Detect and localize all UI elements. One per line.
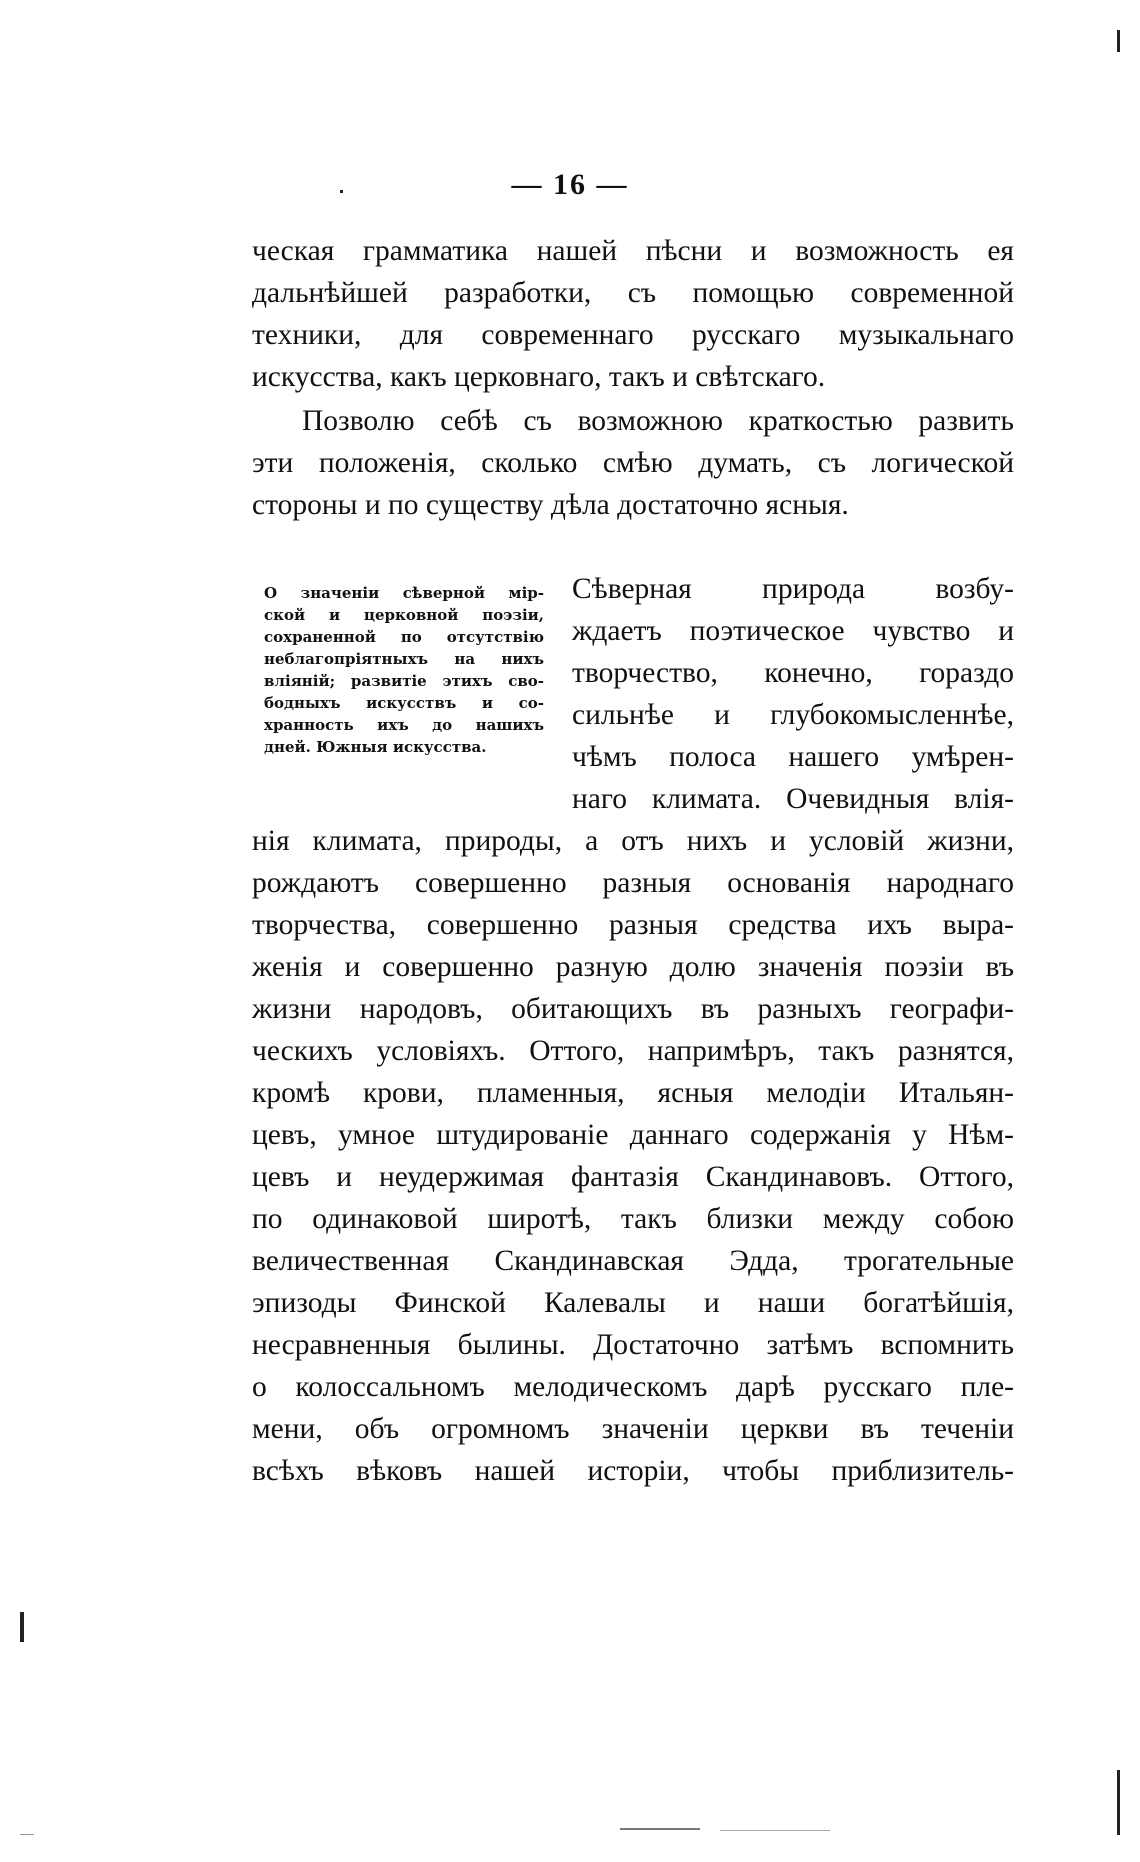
margin-note-line: сохраненной по отсутствію	[264, 628, 544, 646]
text-line: искусства, какъ церковнаго, такъ и свѣтскаго.	[252, 361, 826, 393]
text-line: всѣхъ вѣковъ нашей исторіи, чтобы приблизитель-	[252, 1455, 1014, 1487]
text-line: Позволю себѣ съ возможною краткостью развить	[302, 405, 1014, 437]
text-line: стороны и по существу дѣла достаточно ясныя.	[252, 489, 849, 521]
text-line: женія и совершенно разную долю значенія поэзіи въ	[252, 951, 1014, 983]
text-line: цевъ, умное штудированіе даннаго содержанія у Нѣм-	[252, 1119, 1014, 1151]
scan-edge-mark	[20, 1834, 34, 1835]
text-line: цевъ и неудержимая фантазія Скандинавовъ. Оттого,	[252, 1161, 1014, 1193]
scan-edge-mark	[1117, 1770, 1120, 1835]
scan-edge-mark	[20, 1612, 24, 1642]
scan-speck	[340, 190, 343, 193]
text-line: величественная Скандинавская Эдда, трогательные	[252, 1245, 1014, 1277]
text-line: о колоссальномъ мелодическомъ дарѣ русскаго пле-	[252, 1371, 1014, 1403]
margin-note-line: неблагопріятныхъ на нихъ	[264, 650, 544, 668]
margin-note-line: дней. Южныя искусства.	[264, 738, 487, 756]
text-line: несравненныя былины. Достаточно затѣмъ вспомнить	[252, 1329, 1014, 1361]
text-line: ческая грамматика нашей пѣсни и возможность ея	[252, 235, 1014, 267]
margin-note-line: ской и церковной поэзіи,	[264, 606, 544, 624]
text-line: мени, объ огромномъ значеніи церкви въ теченіи	[252, 1413, 1014, 1445]
text-line: нія климата, природы, а отъ нихъ и условій жизни,	[252, 825, 1014, 857]
text-line: сильнѣе и глубокомысленнѣе,	[572, 699, 1014, 731]
scan-edge-mark	[1117, 30, 1120, 52]
margin-note-line: бодныхъ искусствъ и со-	[264, 694, 544, 712]
text-line: чѣмъ полоса нашего умѣрен-	[572, 741, 1014, 773]
scan-edge-mark	[620, 1828, 700, 1830]
text-line: ждаетъ поэтическое чувство и	[572, 615, 1014, 647]
text-line: эпизоды Финской Калевалы и наши богатѣйшія,	[252, 1287, 1014, 1319]
text-line: по одинаковой широтѣ, такъ близки между собою	[252, 1203, 1014, 1235]
text-line: наго климата. Очевидныя влія-	[572, 783, 1014, 815]
text-line: творчество, конечно, гораздо	[572, 657, 1014, 689]
scan-edge-mark	[720, 1830, 830, 1831]
margin-note	[264, 582, 544, 758]
text-line: жизни народовъ, обитающихъ въ разныхъ географи-	[252, 993, 1014, 1025]
text-line: Сѣверная природа возбу-	[572, 573, 1014, 605]
text-line: кромѣ крови, пламенныя, ясныя мелодіи Итальян-	[252, 1077, 1014, 1109]
text-line: рождаютъ совершенно разныя основанія народнаго	[252, 867, 1014, 899]
text-line: творчества, совершенно разныя средства ихъ выра-	[252, 909, 1014, 941]
margin-note-line: О значеніи сѣверной мір-	[264, 584, 544, 602]
text-line: ческихъ условіяхъ. Оттого, напримѣръ, такъ разнятся,	[252, 1035, 1014, 1067]
text-line: техники, для современнаго русскаго музыкальнаго	[252, 319, 1014, 351]
margin-note-line: вліяній; развитіе этихъ сво-	[264, 672, 544, 690]
margin-note-line: хранность ихъ до нашихъ	[264, 716, 544, 734]
page-number: — 16 —	[511, 168, 629, 201]
text-line: дальнѣйшей разработки, съ помощью современной	[252, 277, 1014, 309]
text-line: эти положенія, сколько смѣю думать, съ логической	[252, 447, 1014, 479]
